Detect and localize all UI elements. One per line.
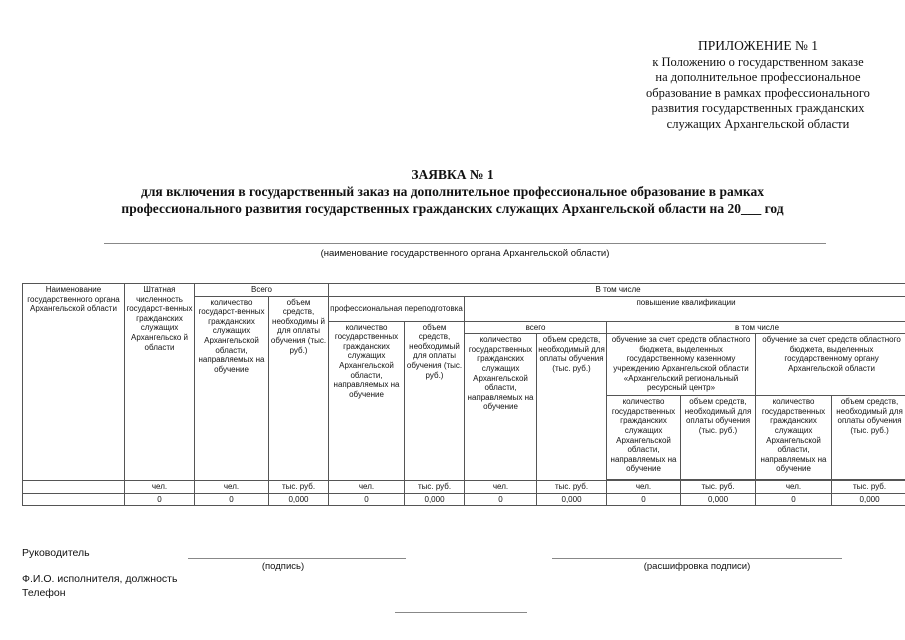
header-total: Всего xyxy=(195,284,329,297)
header-center-funds: объем средств, необходимый для оплаты обучения (тыс. руб.) xyxy=(681,396,756,480)
appendix-line: на дополнительное профессиональное xyxy=(655,70,861,84)
header-retraining: профессиональная переподготовка xyxy=(329,296,465,321)
document-title: ЗАЯВКА № 1 xyxy=(411,167,494,182)
org-name-caption: (наименование государственного органа Архангельской области) xyxy=(320,248,610,259)
signature-caption: (подпись) xyxy=(261,561,305,572)
appendix-line: служащих Архангельской области xyxy=(666,116,850,131)
document-subtitle-line-1: для включения в государственный заказ на дополнительное профессиональное образование в рамках xyxy=(140,184,764,199)
appendix-line: к Положению о государственном заказе xyxy=(652,54,864,69)
units-cell: чел. xyxy=(195,481,269,494)
value-cell: 0 xyxy=(195,493,269,506)
units-cell: чел. xyxy=(465,481,537,494)
appendix-line: развития государственных гражданских xyxy=(651,101,865,115)
units-cell: тыс. руб. xyxy=(681,481,756,494)
header-agency-count: количество государственных гражданских служащих Архангельской области, направляемых на обучение xyxy=(756,396,832,480)
appendix-line: образование в рамках профессионального xyxy=(646,85,870,100)
signature-line xyxy=(188,558,406,559)
header-qualification-funds: объем средств, необходимый для оплаты обучения (тыс. руб.) xyxy=(537,334,607,481)
value-cell: 0 xyxy=(329,493,405,506)
values-row xyxy=(23,493,905,506)
appendix-title: ПРИЛОЖЕНИЕ № 1 xyxy=(697,38,819,53)
value-cell: 0 xyxy=(465,493,537,506)
document-heading xyxy=(0,166,905,217)
value-cell: 0,000 xyxy=(832,493,905,506)
units-row xyxy=(23,481,905,494)
header-staff-count: Штатная численность государст-венных гражданских служащих Архангельско й области xyxy=(125,284,195,481)
header-qualification-including: в том числе xyxy=(607,321,905,334)
signature-decode-caption: (расшифровка подписи) xyxy=(643,561,751,572)
application-table xyxy=(22,283,905,506)
units-cell: чел. xyxy=(607,481,681,494)
units-cell: чел. xyxy=(125,481,195,494)
header-retraining-funds: объем средств, необходимый для оплаты обучения (тыс. руб.) xyxy=(405,321,465,481)
header-total-funds: объем средств, необходимы й для оплаты обучения (тыс. руб.) xyxy=(269,296,329,481)
units-cell: чел. xyxy=(329,481,405,494)
header-including: В том числе xyxy=(329,284,905,297)
value-cell: 0 xyxy=(607,493,681,506)
value-cell: 0,000 xyxy=(681,493,756,506)
header-agency-funds: объем средств, необходимый для оплаты обучения (тыс. руб.) xyxy=(832,396,905,480)
units-cell: тыс. руб. xyxy=(537,481,607,494)
header-qualification-total: всего xyxy=(465,321,607,334)
value-cell: 0 xyxy=(125,493,195,506)
units-cell: тыс. руб. xyxy=(832,481,905,494)
appendix-block xyxy=(588,38,905,132)
phone-label: Телефон xyxy=(22,587,66,599)
header-total-count: количество государст-венных гражданских служащих Архангельской области, направляемых на обучение xyxy=(195,296,269,481)
value-cell: 0 xyxy=(756,493,832,506)
footer-line xyxy=(395,612,527,613)
header-state-agency: обучение за счет средств областного бюджета, выделенных государственному органу Архангельской области xyxy=(756,334,905,396)
document-subtitle-line-2: профессионального развития государственных гражданских служащих Архангельской области на 20___ год xyxy=(121,201,784,216)
header-qualification-count: количество государственных гражданских служащих Архангельской области, направляемых на обучение xyxy=(465,334,537,481)
units-cell: тыс. руб. xyxy=(405,481,465,494)
header-org-name: Наименование государственного органа Архангельской области xyxy=(23,284,125,481)
value-cell: 0,000 xyxy=(405,493,465,506)
head-label: Руководитель xyxy=(22,547,90,559)
header-center-count: количество государственных гражданских служащих Архангельской области, направляемых на обучение xyxy=(607,396,681,480)
units-cell xyxy=(23,481,125,494)
header-resource-center: обучение за счет средств областного бюджета, выделенных государственному казенному учреждению Архангельской области «Архангельский региональный ресурсный центр» xyxy=(607,334,756,396)
header-qualification: повышение квалификации xyxy=(465,296,905,321)
units-cell: тыс. руб. xyxy=(269,481,329,494)
value-cell xyxy=(23,493,125,506)
signature-decode-line xyxy=(552,558,842,559)
executor-label: Ф.И.О. исполнителя, должность xyxy=(22,573,178,585)
org-name-line xyxy=(104,243,826,244)
value-cell: 0,000 xyxy=(269,493,329,506)
units-cell: чел. xyxy=(756,481,832,494)
value-cell: 0,000 xyxy=(537,493,607,506)
header-retraining-count: количество государственных гражданских служащих Архангельской области, направляемых на обучение xyxy=(329,321,405,481)
